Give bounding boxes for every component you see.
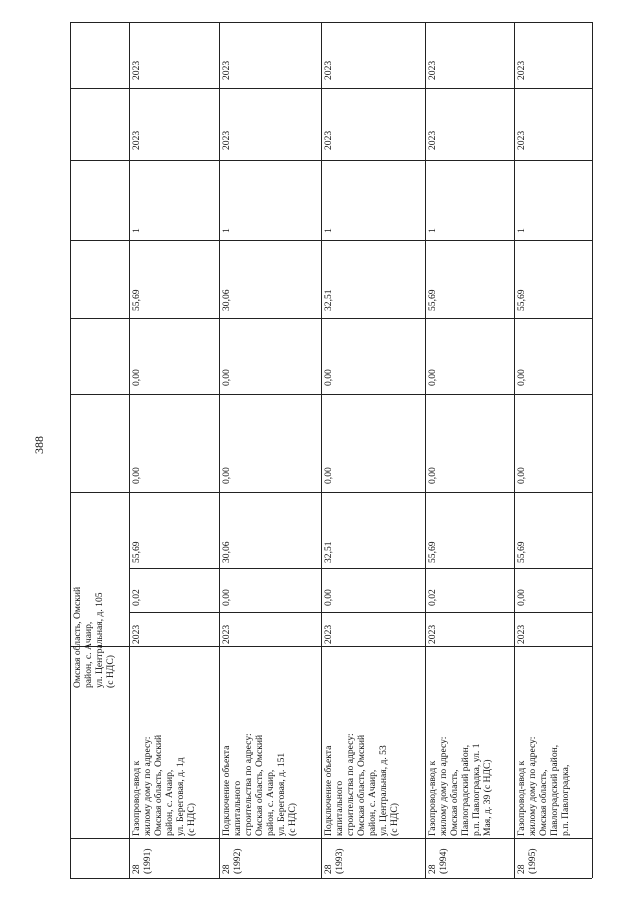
row-value-5 <box>221 228 232 233</box>
row-id-cell <box>427 848 449 874</box>
row-value-4-line: 30,06 <box>221 289 232 311</box>
row-name-cell-line: (с НДС) <box>186 803 197 836</box>
row-name-cell-line: ул. Береговая, д. 1д <box>175 757 186 836</box>
row-name-cell-line: строительства по адресу: <box>345 733 356 836</box>
row-name-cell-line: Павлоградский район, <box>460 744 471 836</box>
row-id-cell-line: (1993) <box>334 848 345 874</box>
row-value-5-line: 1 <box>131 228 142 233</box>
row-value-5-line: 1 <box>427 228 438 233</box>
row-value-7 <box>221 131 232 150</box>
row-year-cell <box>427 625 438 644</box>
row-id-cell-line: 28 <box>427 864 438 874</box>
row-value-5-line: 1 <box>323 228 334 233</box>
row-value-7-line: 2023 <box>131 130 142 150</box>
row-value-0-line: 0,00 <box>323 589 334 606</box>
row-value-0-line: 0,02 <box>131 589 142 606</box>
row-id-cell <box>131 848 153 874</box>
row-name-cell <box>427 737 493 836</box>
row-name-cell-line: р.п. Павлоградка, <box>560 764 571 836</box>
row-value-0 <box>131 589 142 606</box>
col-border-9 <box>70 646 592 647</box>
row-id-cell-line: (1991) <box>142 848 153 874</box>
page-number: 388 <box>32 436 46 454</box>
row-value-8 <box>516 61 527 80</box>
row-name-cell-line: Газопровод-ввод к <box>516 760 527 836</box>
row-name-cell-line: район, с. Ачаир, <box>265 769 276 836</box>
row-value-1 <box>221 541 232 563</box>
row-value-3 <box>516 369 527 386</box>
row-value-1-line: 32,51 <box>323 541 334 563</box>
col-border-0 <box>70 22 592 23</box>
row-name-cell-line: р.п. Павлоградка, ул. 1 <box>471 743 482 836</box>
row-year-cell <box>221 625 232 644</box>
row-name-cell-line: Подключение объекта <box>323 745 334 836</box>
row-value-2-line: 0,00 <box>427 467 438 484</box>
partial-address-cell-line: (с НДС) <box>105 655 116 688</box>
row-value-4-line: 55,69 <box>516 289 527 311</box>
row-value-8-line: 2023 <box>131 60 142 80</box>
row-name-cell-line: Подключение объекта <box>221 745 232 836</box>
row-value-2-line: 0,00 <box>516 467 527 484</box>
row-border-2 <box>219 22 220 878</box>
row-value-4-line: 55,69 <box>427 289 438 311</box>
row-value-3 <box>323 369 334 386</box>
row-value-3-line: 0,00 <box>221 369 232 386</box>
row-name-cell-line: Омская область, <box>449 769 460 836</box>
col-border-6 <box>70 492 592 493</box>
row-border-6 <box>592 22 593 878</box>
row-value-0 <box>516 589 527 606</box>
row-value-0 <box>221 589 232 606</box>
row-name-cell-line: Павлоградский район, <box>549 744 560 836</box>
row-name-cell-line: Омская область, Омский <box>356 734 367 836</box>
row-value-2 <box>221 467 232 484</box>
row-name-cell-line: (с НДС) <box>287 803 298 836</box>
row-value-8-line: 2023 <box>221 60 232 80</box>
row-value-4 <box>323 289 334 311</box>
row-value-3-line: 0,00 <box>323 369 334 386</box>
row-year-cell <box>323 625 334 644</box>
partial-address-cell-line: Омская область, Омский <box>72 586 83 688</box>
row-year-cell-line: 2023 <box>427 624 438 644</box>
row-value-7-line: 2023 <box>221 130 232 150</box>
row-name-cell-line: жилому дому по адресу: <box>527 736 538 836</box>
row-name-cell-line: Омская область, Омский <box>153 734 164 836</box>
col-border-1 <box>70 88 592 89</box>
row-name-cell-line: район, с. Ачаир, <box>164 769 175 836</box>
row-value-4-line: 32,51 <box>323 289 334 311</box>
col-border-3 <box>70 240 592 241</box>
row-value-3-line: 0,00 <box>516 369 527 386</box>
row-value-2-line: 0,00 <box>221 467 232 484</box>
row-value-0 <box>427 589 438 606</box>
row-value-0-line: 0,00 <box>516 589 527 606</box>
row-id-cell-line: (1994) <box>438 848 449 874</box>
row-name-cell-line: Омская область, Омский <box>254 734 265 836</box>
row-name-cell <box>516 737 571 836</box>
row-border-4 <box>425 22 426 878</box>
row-value-8-line: 2023 <box>323 60 334 80</box>
row-value-4 <box>131 289 142 311</box>
row-name-cell <box>323 733 400 836</box>
row-value-5-line: 1 <box>516 228 527 233</box>
row-value-5 <box>131 228 142 233</box>
row-name-cell-line: жилому дому по адресу: <box>142 736 153 836</box>
partial-address-cell <box>72 587 116 688</box>
row-value-2-line: 0,00 <box>323 467 334 484</box>
row-id-cell-line: 28 <box>323 864 334 874</box>
row-value-7-line: 2023 <box>427 130 438 150</box>
row-year-cell-line: 2023 <box>516 624 527 644</box>
row-value-3 <box>131 369 142 386</box>
col-border-8 <box>129 612 592 613</box>
row-year-cell-line: 2023 <box>221 624 232 644</box>
row-year-cell-line: 2023 <box>131 624 142 644</box>
row-value-5 <box>323 228 334 233</box>
row-value-4 <box>427 289 438 311</box>
row-value-0-line: 0,00 <box>221 589 232 606</box>
partial-address-cell-line: ул. Центральная, д. 105 <box>94 592 105 688</box>
row-id-cell <box>221 848 243 874</box>
row-year-cell <box>131 625 142 644</box>
row-border-1 <box>129 22 130 878</box>
row-name-cell-line: ул. Центральная, д. 53 <box>378 745 389 836</box>
row-value-4-line: 55,69 <box>131 289 142 311</box>
row-id-cell-line: 28 <box>221 864 232 874</box>
row-value-1 <box>516 541 527 563</box>
row-value-3 <box>221 369 232 386</box>
row-value-8-line: 2023 <box>516 60 527 80</box>
row-id-cell-line: 28 <box>516 864 527 874</box>
col-border-5 <box>70 394 592 395</box>
row-name-cell-line: (с НДС) <box>389 803 400 836</box>
row-value-3 <box>427 369 438 386</box>
row-value-8 <box>323 61 334 80</box>
row-value-5 <box>516 228 527 233</box>
col-border-2 <box>70 160 592 161</box>
col-border-11 <box>70 878 592 879</box>
row-value-3-line: 0,00 <box>427 369 438 386</box>
row-id-cell-line: 28 <box>131 864 142 874</box>
row-border-0 <box>70 22 71 878</box>
row-id-cell <box>516 848 538 874</box>
row-value-1-line: 55,69 <box>131 541 142 563</box>
row-value-7 <box>427 131 438 150</box>
row-name-cell-line: капитального <box>334 780 345 836</box>
row-value-2 <box>516 467 527 484</box>
row-name-cell-line: Омская область, <box>538 769 549 836</box>
row-year-cell-line: 2023 <box>323 624 334 644</box>
row-value-4 <box>516 289 527 311</box>
row-id-cell-line: (1992) <box>232 848 243 874</box>
row-id-cell <box>323 848 345 874</box>
row-value-7-line: 2023 <box>516 130 527 150</box>
row-value-7 <box>131 131 142 150</box>
row-value-1 <box>131 541 142 563</box>
row-name-cell-line: район, с. Ачаир, <box>367 769 378 836</box>
col-border-10 <box>70 838 592 839</box>
row-value-1 <box>323 541 334 563</box>
col-border-4 <box>70 318 592 319</box>
row-value-2-line: 0,00 <box>131 467 142 484</box>
row-name-cell-line: Газопровод-ввод к <box>427 760 438 836</box>
row-border-5 <box>514 22 515 878</box>
row-value-8 <box>221 61 232 80</box>
row-border-3 <box>321 22 322 878</box>
row-value-2 <box>323 467 334 484</box>
row-value-2 <box>131 467 142 484</box>
row-value-1-line: 30,06 <box>221 541 232 563</box>
row-value-4 <box>221 289 232 311</box>
row-value-5 <box>427 228 438 233</box>
row-name-cell-line: строительства по адресу: <box>243 733 254 836</box>
row-name-cell <box>221 733 298 836</box>
row-value-7-line: 2023 <box>323 130 334 150</box>
row-value-8 <box>131 61 142 80</box>
partial-address-cell-line: район, с. Ачаир, <box>83 621 94 688</box>
row-value-8-line: 2023 <box>427 60 438 80</box>
row-value-1-line: 55,69 <box>516 541 527 563</box>
row-year-cell <box>516 625 527 644</box>
row-value-8 <box>427 61 438 80</box>
row-value-0 <box>323 589 334 606</box>
row-value-1-line: 55,69 <box>427 541 438 563</box>
row-name-cell <box>131 735 197 836</box>
row-name-cell-line: жилому дому по адресу: <box>438 736 449 836</box>
row-value-1 <box>427 541 438 563</box>
row-value-5-line: 1 <box>221 228 232 233</box>
col-border-7 <box>129 568 592 569</box>
row-value-0-line: 0,02 <box>427 589 438 606</box>
row-value-2 <box>427 467 438 484</box>
row-name-cell-line: Мая, д. 39 (с НДС) <box>482 759 493 836</box>
row-value-7 <box>323 131 334 150</box>
row-value-7 <box>516 131 527 150</box>
row-name-cell-line: ул. Береговая, д. 151 <box>276 752 287 836</box>
row-value-3-line: 0,00 <box>131 369 142 386</box>
row-id-cell-line: (1995) <box>527 848 538 874</box>
row-name-cell-line: Газопровод-ввод к <box>131 760 142 836</box>
row-name-cell-line: капитального <box>232 780 243 836</box>
